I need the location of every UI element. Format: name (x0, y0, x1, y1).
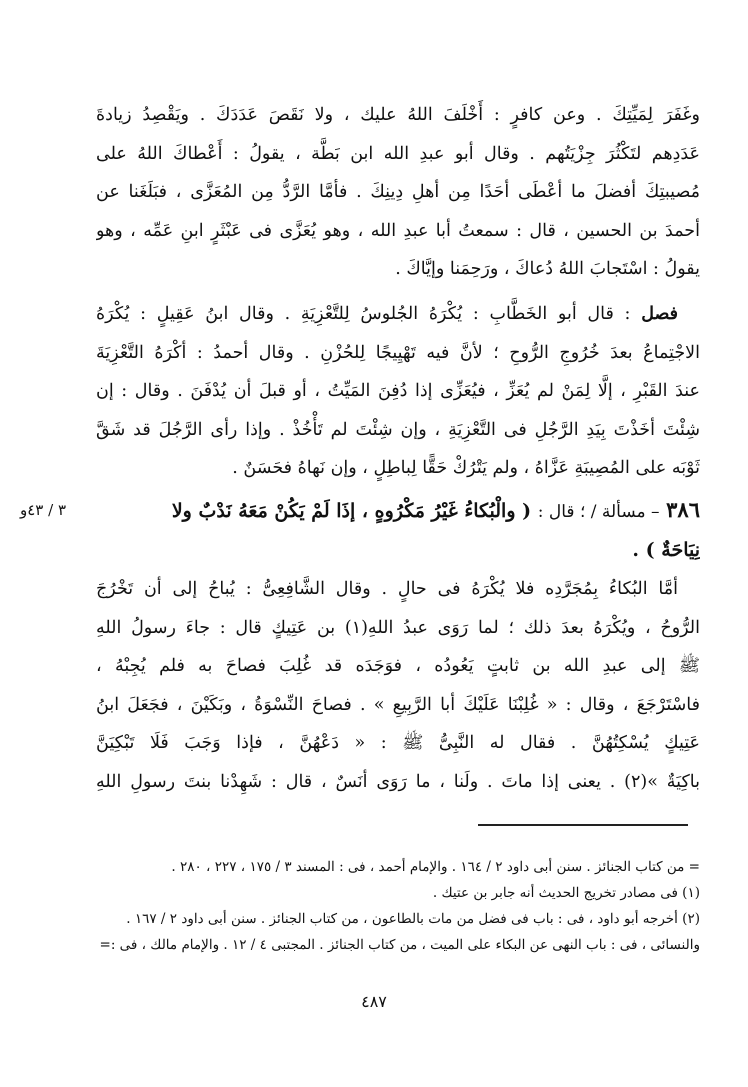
footnote-1: (١) فى مصادر تخريج الحديث أنه جابر بن عتيك . (432, 885, 700, 901)
page-number: ٤٨٧ (361, 992, 387, 1011)
paragraph-condolence-replies (96, 96, 700, 289)
text-line (96, 295, 700, 334)
paragraph-fasl (96, 295, 700, 488)
masala-text: ( والْبُكاءُ غَيْرُ مَكْرُوهٍ ، إذَا لَمْ يَكُنْ مَعَهُ نَدْبٌ ولا (171, 500, 532, 522)
text-line: وغَفَرَ لِمَيِّتِكَ . وعن كافرٍ : أَخْلَفَ اللهُ عليك ، ولا نَقَصَ عَدَدَكَ . ويَقْصِدُ زيادةَ (96, 105, 700, 125)
footnotes (96, 854, 700, 958)
text-line: مُصيبتِكَ أفضلَ ما أعْطَى أحَدًا مِن أهلِ دِينِكَ . فأمَّا الرَّدُّ مِن المُعَزَّى ، فبَلَغَنا عن (96, 182, 700, 202)
text-line: أحمدَ بن الحسين ، قال : سمعتُ أبا عبدِ الله ، وهو يُعَزَّى فى عَبْثَرٍ ابنِ عَمِّه ، وهو (96, 220, 700, 241)
text-line: عَتِيكٍ يُسْكِتُهُنَّ . فقال له النَّبِىُّ ﷺ : « دَعْهُنَّ ، فإذا وَجَبَ فَلَا تَبْكِيَنَّ (96, 733, 700, 753)
footnote-2-continued: والنسائى ، فى : باب النهى عن البكاء على الميت ، من كتاب الجنائز . المجتبى ٤ / ١٢ . والإمام مالك ، فى := (99, 937, 700, 953)
masala-heading (96, 490, 700, 570)
masala-number: ٣٨٦ (666, 497, 700, 522)
text-line: يقولُ : اسْتَجابَ اللهُ دُعاكَ ، ورَحِمَنا وإيَّاكَ . (395, 259, 700, 279)
text-line: ﷺ إلى عبدِ الله بن ثابتٍ يَعُودُه ، فوَجَدَه قد غُلِبَ فصاحَ به فلم يُجِبْهُ ، (96, 656, 700, 676)
text-line: شِئْتَ أخَذْتَ بِيَدِ الرَّجُلِ فى التَّعْزِيَةِ ، وإن شِئْتَ لم تَأْخُذْ . وإذا رأى الرَّجُلَ قد شَقَّ (96, 419, 700, 440)
text-line: الرُّوحُ ، ويُكْرَهُ بعدَ ذلك ؛ لما رَوَى عبدُ اللهِ(١) بن عَتِيكٍ قال : جاءَ رسولُ اللهِ (96, 617, 700, 638)
text-line: فاسْتَرْجَعَ ، وقال : « غُلِبْنَا عَلَيْكَ أبا الرَّبِيعِ » . فصاحَ النِّسْوَةُ ، وبَكَيْنَ ، فجَعَلَ ابنُ (96, 694, 700, 715)
text-line: أمَّا البُكاءُ بِمُجَرَّدِه فلا يُكْرَهُ فى حالٍ . وقال الشَّافِعِىُّ : يُباحُ إلى أن تَخْرُجَ (96, 579, 678, 599)
text-line: الاجْتِماعُ بعدَ خُرُوجِ الرُّوحِ ؛ لأنَّ فيه تَهْيِيجًا لِلحُزْنِ . وقال أحمدُ : أكْرَهُ التَّعْزِيَةَ (96, 342, 700, 363)
text-line: باكِيَةٌ »(٢) . يعنى إذا ماتَ . ولَنا ، ما رَوَى أنَسٌ ، قال : شَهِدْنا بنتَ رسولِ اللهِ (96, 771, 700, 792)
section-lead-fasl: فصل (641, 304, 678, 324)
footnote-continuation: = من كتاب الجنائز . سنن أبى داود ٢ / ١٦٤ . والإمام أحمد ، فى : المسند ٣ / ١٧٥ ، ٢٢٧ ، ٢٨٠ . (171, 859, 700, 875)
footnote-2: (٢) أخرجه أبو داود ، فى : باب فى فضل من مات بالطاعون ، من كتاب الجنائز . سنن أبى داود ٢ / ١٦٧ . (126, 911, 700, 927)
masala-heading-line-2: نِيَاحَةٌ ) . (632, 539, 700, 561)
manuscript-folio-ref: ٣ / ٤٣و (20, 501, 67, 519)
text-line-rest: : قال أبو الخَطَّابِ : يُكْرَهُ الجُلوسُ لِلتَّعْزِيَةِ . وقال ابنُ عَقِيلٍ : يُكْرَهُ (96, 304, 631, 324)
masala-heading-line (96, 490, 700, 530)
masala-intro: – مسألة / ؛ قال : (537, 502, 660, 522)
paragraph-weeping (96, 570, 700, 801)
text-line: عَدَدِهم لتَكْثُرَ جِزْيَتُهم . وقال أبو عبدِ الله ابن بَطَّة ، يقولُ : أَعْطاكَ اللهُ على (96, 143, 700, 164)
text-line: عندَ القَبْرِ ، إلَّا لِمَنْ لم يُعَزِّ ، فيُعَزِّى إذا دُفِنَ المَيِّتُ ، أو قبلَ أن يُدْفَنَ . وقال : إن (96, 381, 700, 401)
text-line: ثَوْبَه على المُصِيبَةِ عَزَّاهُ ، ولم يَتْرُكْ حَقًّا لِباطِلٍ ، وإن نَهاهُ فحَسَنٌ . (232, 458, 700, 478)
footnote-separator (478, 824, 688, 826)
